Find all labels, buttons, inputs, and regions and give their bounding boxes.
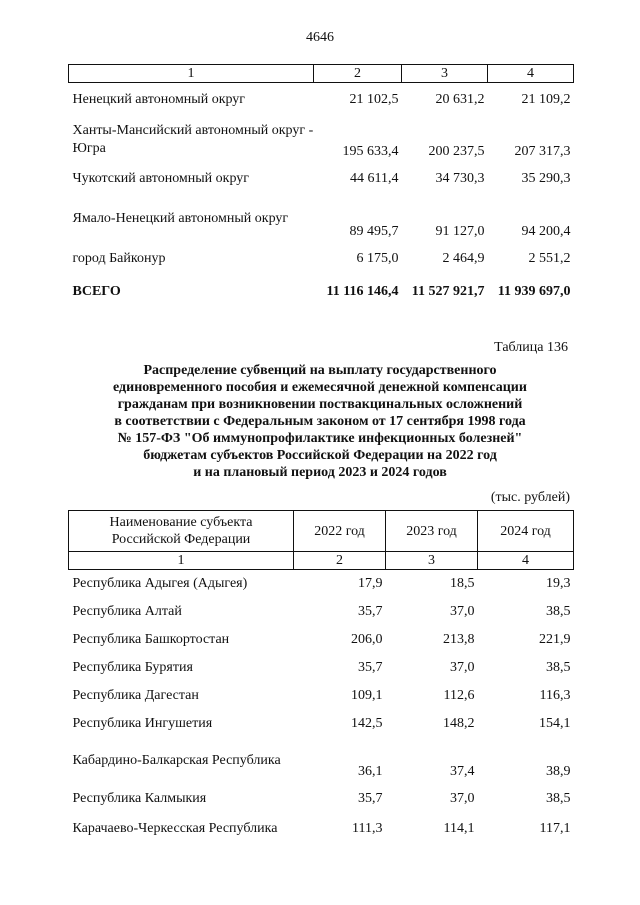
value-2024: 116,3 [539,687,571,703]
value-2024: 38,5 [546,603,571,619]
value-2023: 200 237,5 [428,143,485,159]
value-2022: 111,3 [352,820,383,836]
total-2022: 11 116 146,4 [326,283,399,299]
value-2024: 2 551,2 [528,250,571,266]
value-2024: 21 109,2 [521,91,571,107]
region-name: Республика Башкортостан [72,631,230,647]
table-row [69,570,574,598]
value-2024: 94 200,4 [521,223,571,239]
value-2022: 35,7 [358,603,383,619]
region-name: Чукотский автономный округ [72,170,250,186]
page-number: 4646 [306,30,334,45]
region-name: Ненецкий автономный округ [72,91,246,107]
table-row [69,243,574,275]
top-table-header-row [69,65,574,83]
title-line: в соответствии с Федеральным законом от 17 сентября 1998 года [114,414,526,429]
column-index-1: 1 [69,65,314,83]
value-2024: 154,1 [539,715,571,731]
value-2024: 19,3 [546,575,571,591]
table-row [69,626,574,654]
units-label: (тыс. рублей) [490,490,570,505]
value-2022: 35,7 [358,790,383,806]
table-row [69,738,574,784]
total-row [69,275,574,309]
table-row [69,195,574,243]
value-2024: 38,5 [546,790,571,806]
column-index-2: 2 [314,65,402,83]
region-name: Республика Дагестан [72,687,199,703]
value-2023: 37,0 [450,790,475,806]
value-2024: 221,9 [539,631,571,647]
table-row [69,117,574,163]
region-name: город Байконур [72,250,166,266]
value-2024: 38,5 [546,659,571,675]
value-2023: 34 730,3 [435,170,485,186]
value-2023: 37,4 [450,763,475,779]
value-2022: 89 495,7 [349,223,399,239]
value-2023: 112,6 [443,687,475,703]
table-row [69,814,574,844]
total-label: ВСЕГО [72,283,121,299]
value-2023: 37,0 [450,603,475,619]
table-label: Таблица 136 [494,340,568,355]
header-2022: 2022 год [294,511,386,552]
table-row [69,598,574,626]
value-2023: 37,0 [450,659,475,675]
value-2022: 44 611,4 [350,170,399,186]
title-line: и на плановый период 2023 и 2024 годов [193,465,447,480]
title-line: единовременного пособия и ежемесячной денежной компенсации [113,380,527,395]
table-row [69,163,574,195]
header-region-name [69,511,294,552]
value-2022: 36,1 [358,763,383,779]
title-line: Распределение субвенций на выплату государственного [143,363,497,378]
title-line: № 157-ФЗ "Об иммунопрофилактике инфекционных болезней" [117,431,523,446]
region-name: Республика Калмыкия [72,790,207,806]
column-index-4: 4 [478,552,574,570]
title-line: гражданам при возникновении поствакцинальных осложнений [117,397,523,412]
region-name: Республика Бурятия [72,659,193,675]
value-2024: 35 290,3 [521,170,571,186]
value-2022: 206,0 [351,631,383,647]
table-row [69,654,574,682]
value-2023: 91 127,0 [435,223,485,239]
column-index-2: 2 [294,552,386,570]
value-2022: 21 102,5 [349,91,399,107]
region-name: Кабардино-Балкарская Республика [72,752,281,768]
column-index-3: 3 [402,65,488,83]
value-2023: 20 631,2 [435,91,485,107]
top-table [68,64,574,309]
header-name-line1: Наименование субъекта [109,515,253,530]
value-2022: 142,5 [351,715,383,731]
main-table-index-row [69,552,574,570]
value-2022: 109,1 [351,687,383,703]
header-2023: 2023 год [386,511,478,552]
table-row [69,784,574,814]
table-title [60,362,580,481]
header-2024: 2024 год [478,511,574,552]
title-line: бюджетам субъектов Российской Федерации на 2022 год [143,448,497,463]
region-name: Ханты-Мансийский автономный округ - Югра [72,122,314,156]
total-2024: 11 939 697,0 [497,283,571,299]
table-row [69,83,574,117]
table-row [69,682,574,710]
value-2024: 207 317,3 [514,143,571,159]
value-2023: 2 464,9 [442,250,485,266]
value-2022: 6 175,0 [356,250,399,266]
value-2023: 213,8 [443,631,475,647]
region-name: Республика Адыгея (Адыгея) [72,575,248,591]
value-2022: 17,9 [358,575,383,591]
value-2023: 148,2 [443,715,475,731]
region-name: Карачаево-Черкесская Республика [72,820,278,836]
main-table-header-row [69,511,574,552]
total-2023: 11 527 921,7 [411,283,485,299]
region-name: Республика Алтай [72,603,182,619]
header-name-line2: Российской Федерации [111,532,251,547]
region-name: Ямало-Ненецкий автономный округ [72,210,289,226]
column-index-1: 1 [69,552,294,570]
value-2022: 35,7 [358,659,383,675]
column-index-4: 4 [488,65,574,83]
value-2024: 117,1 [539,820,571,836]
region-name: Республика Ингушетия [72,715,213,731]
table-row [69,710,574,738]
value-2022: 195 633,4 [342,143,399,159]
main-table [68,510,574,844]
value-2023: 114,1 [443,820,475,836]
column-index-3: 3 [386,552,478,570]
value-2023: 18,5 [450,575,475,591]
value-2024: 38,9 [546,763,571,779]
